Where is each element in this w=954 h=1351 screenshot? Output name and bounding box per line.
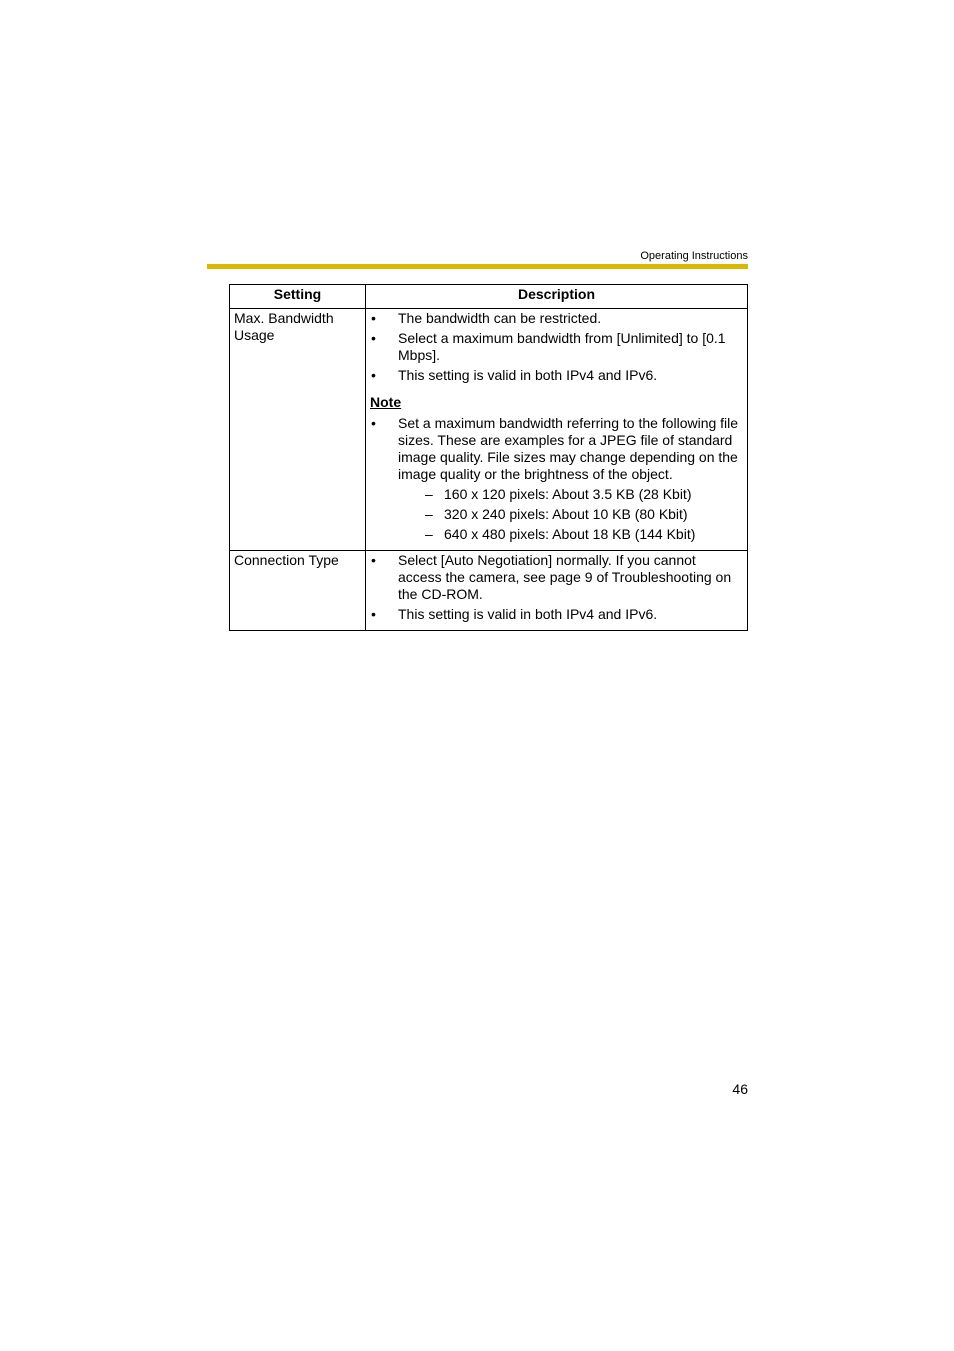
table-header-row — [230, 285, 748, 309]
note-item — [370, 415, 743, 543]
note-text: Set a maximum bandwidth referring to the following file sizes. These are examples for a JPEG file of standard image quality. File sizes may change depending on the image quality or the brightness of the object. — [398, 415, 739, 482]
file-size-list — [398, 486, 743, 543]
list-item: • This setting is valid in both IPv4 and IPv6. — [370, 606, 743, 623]
file-size-item: – 640 x 480 pixels: About 18 KB (144 Kbit) — [398, 526, 743, 543]
bullet-list — [370, 310, 743, 384]
note-list — [370, 415, 743, 543]
list-item: • Select [Auto Negotiation] normally. If you cannot access the camera, see page 9 of Troubleshooting on the CD-ROM. — [370, 552, 743, 603]
table-row — [230, 309, 748, 551]
list-item: • This setting is valid in both IPv4 and IPv6. — [370, 367, 743, 384]
list-item: • The bandwidth can be restricted. — [370, 310, 743, 327]
bullet-list — [370, 552, 743, 623]
column-header-setting: Setting — [230, 285, 366, 309]
settings-table — [229, 284, 748, 631]
file-size-item: – 160 x 120 pixels: About 3.5 KB (28 Kbit) — [398, 486, 743, 503]
running-header: Operating Instructions — [640, 250, 748, 262]
setting-name-max-bandwidth: Max. Bandwidth Usage — [230, 309, 366, 551]
description-max-bandwidth — [366, 309, 748, 551]
setting-name-connection-type: Connection Type — [230, 551, 366, 631]
list-item: • Select a maximum bandwidth from [Unlimited] to [0.1 Mbps]. — [370, 330, 743, 364]
note-heading: Note — [370, 394, 402, 410]
table-row — [230, 551, 748, 631]
description-connection-type — [366, 551, 748, 631]
header-rule — [207, 264, 748, 269]
column-header-description: Description — [366, 285, 748, 309]
page-number: 46 — [732, 1081, 748, 1097]
file-size-item: – 320 x 240 pixels: About 10 KB (80 Kbit) — [398, 506, 743, 523]
